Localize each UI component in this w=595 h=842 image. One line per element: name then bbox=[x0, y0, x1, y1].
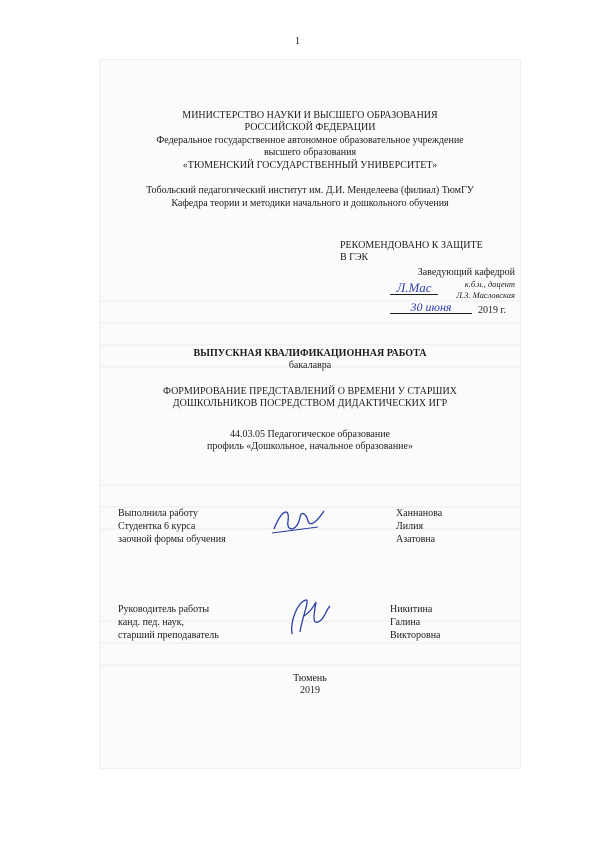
author-label-1: Выполнила работу bbox=[118, 508, 198, 519]
specialty-code: 44.03.05 Педагогическое образование bbox=[229, 429, 390, 440]
supervisor-first-name: Галина bbox=[390, 617, 421, 628]
page-number: 1 bbox=[295, 36, 300, 47]
approval-degree: к.б.н., доцент bbox=[464, 279, 515, 289]
institute-name: Тобольский педагогический институт им. Д.И. Менделеева (филиал) ТюмГУ bbox=[146, 185, 474, 196]
author-signature bbox=[268, 503, 330, 539]
approval-name: Л.З. Масловская bbox=[456, 290, 515, 300]
supervisor-label-3: старший преподаватель bbox=[118, 630, 219, 641]
ministry-line-2: РОССИЙСКОЙ ФЕДЕРАЦИИ bbox=[244, 122, 376, 133]
work-level: бакалавра bbox=[288, 360, 332, 371]
supervisor-label-2: канд. пед. наук, bbox=[118, 617, 184, 628]
approval-date-suffix: 2019 г. bbox=[478, 305, 506, 316]
work-title-line-1: ФОРМИРОВАНИЕ ПРЕДСТАВЛЕНИЙ О ВРЕМЕНИ У СТАРШИХ bbox=[163, 386, 457, 397]
profile-line: профиль «Дошкольное, начальное образование» bbox=[207, 441, 413, 452]
supervisor-label-1: Руководитель работы bbox=[118, 604, 210, 615]
approval-signature: Л.Мас bbox=[390, 282, 438, 295]
author-label-3: заочной формы обучения bbox=[118, 534, 226, 545]
supervisor-signature bbox=[280, 592, 340, 640]
supervisor-patronymic: Викторовна bbox=[390, 630, 441, 641]
author-label-2: Студентка 6 курса bbox=[118, 521, 196, 532]
institution-line-1: Федеральное государственное автономное образовательное учреждение bbox=[156, 135, 464, 146]
approval-title-1: РЕКОМЕНДОВАНО К ЗАЩИТЕ bbox=[340, 240, 483, 251]
approval-date-handwritten: 30 июня bbox=[390, 302, 472, 314]
author-surname: Ханнанова bbox=[396, 508, 443, 519]
work-type: ВЫПУСКНАЯ КВАЛИФИКАЦИОННАЯ РАБОТА bbox=[193, 348, 427, 359]
ministry-line-1: МИНИСТЕРСТВО НАУКИ И ВЫСШЕГО ОБРАЗОВАНИЯ bbox=[182, 110, 438, 121]
scanned-title-page bbox=[100, 60, 520, 768]
author-first-name: Лилия bbox=[396, 521, 424, 532]
supervisor-surname: Никитина bbox=[390, 604, 433, 615]
work-title-line-2: ДОШКОЛЬНИКОВ ПОСРЕДСТВОМ ДИДАКТИЧЕСКИХ ИГР bbox=[172, 398, 448, 409]
approval-role: Заведующий кафедрой bbox=[417, 267, 515, 278]
department-name: Кафедра теории и методики начального и дошкольного обучения bbox=[171, 198, 449, 209]
approval-title-2: В ГЭК bbox=[340, 252, 369, 263]
institution-line-2: высшего образования bbox=[263, 147, 357, 158]
city: Тюмень bbox=[293, 673, 327, 684]
university-name: «ТЮМЕНСКИЙ ГОСУДАРСТВЕННЫЙ УНИВЕРСИТЕТ» bbox=[182, 160, 438, 171]
year: 2019 bbox=[300, 685, 320, 696]
author-patronymic: Азатовна bbox=[396, 534, 436, 545]
